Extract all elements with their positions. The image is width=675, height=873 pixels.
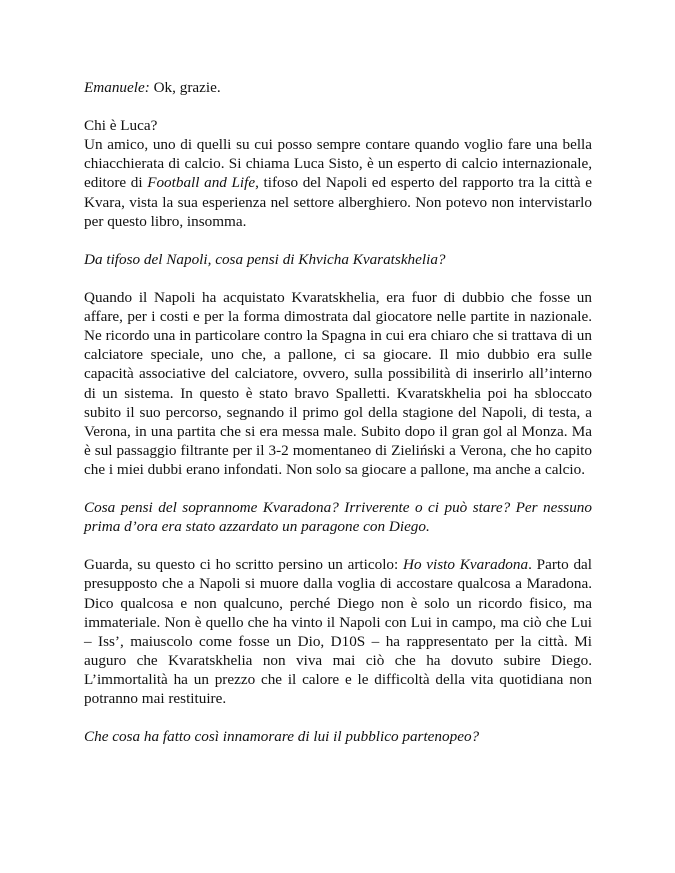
paragraph-gap	[84, 708, 592, 727]
intro-paragraph	[84, 135, 592, 230]
answer-2-lead: Guarda, su questo ci ho scritto persino un articolo:	[84, 556, 403, 574]
dialogue-line	[84, 78, 592, 97]
speaker-name: Emanuele:	[84, 79, 150, 96]
intro-text-after: , tifoso del Napoli ed esperto del rapporto tra la città e Kvara, vista la sua esperienza nel settore alberghiero. Non potevo non intervistarlo per questo libro, insomma.	[84, 174, 593, 230]
paragraph-gap	[84, 269, 592, 288]
intro-heading: Chi è Luca?	[84, 117, 158, 135]
publication-title: Football and Life	[147, 174, 256, 192]
question-2: Cosa pensi del soprannome Kvaradona? Irriverente o ci può stare? Per nessuno prima d’ora era stato azzardato un paragone con Diego.	[84, 499, 592, 536]
paragraph-gap	[84, 536, 592, 555]
intro-text-before: Un amico, uno di quelli su cui posso sempre contare quando voglio fare una bella chiacchierata di calcio. Si chiama Luca Sisto, è un esperto di calcio internazionale, editore di	[84, 136, 592, 192]
answer-2	[84, 555, 592, 708]
question-3: Che cosa ha fatto così innamorare di lui il pubblico partenopeo?	[84, 728, 480, 746]
answer-1: Quando il Napoli ha acquistato Kvaratskhelia, era fuor di dubbio che fosse un affare, per i costi e per la forma dimostrata dal giocatore nelle partite in nazionale. Ne ricordo una in particolare contro la Spagna in cui era chiaro che si trattava di un calciatore speciale, uno che, a pallone, ci sa giocare. Il mio dubbio era sulle capacità associative del calciatore, ovvero, sulla possibilità di inserirlo all’interno di un sistema. In questo è stato bravo Spalletti. Kvaratskhelia poi ha sbloccato subito il suo percorso, segnando il primo gol della stagione del Napoli, di testa, a Verona, in una partita che si era messa male. Subito dopo il gran gol al Monza. Ma è sul passaggio filtrante per il 3-2 momentaneo di Zieliński a Verona, che ho capito che i miei dubbi erano infondati. Non solo sa giocare a pallone, ma anche a calcio.	[84, 289, 592, 478]
paragraph-gap	[84, 97, 592, 116]
document-page	[84, 78, 592, 746]
question-1: Da tifoso del Napoli, cosa pensi di Khvicha Kvaratskhelia?	[84, 250, 446, 268]
answer-2-rest: . Parto dal presupposto che a Napoli si muore dalla voglia di accostare qualcosa a Maradona. Dico qualcosa e non qualcuno, perché Diego non è solo un ricordo fisico, ma immateriale. Non è quello che ha vinto il Napoli con Lui in campo, ma ciò che Lui – Iss’, maiuscolo come fosse un Dio, D10S – ha rappresentato per la città. Mi auguro che Kvaratskhelia non viva mai ciò che ha dovuto subire Diego. L’immortalità ha un prezzo che il calore e le difficoltà della vita quotidiana non potranno mai restituire.	[84, 556, 592, 707]
paragraph-gap	[84, 479, 592, 498]
speaker-reply: Ok, grazie.	[149, 79, 221, 96]
article-title: Ho visto Kvaradona	[403, 556, 529, 574]
paragraph-gap	[84, 231, 592, 250]
